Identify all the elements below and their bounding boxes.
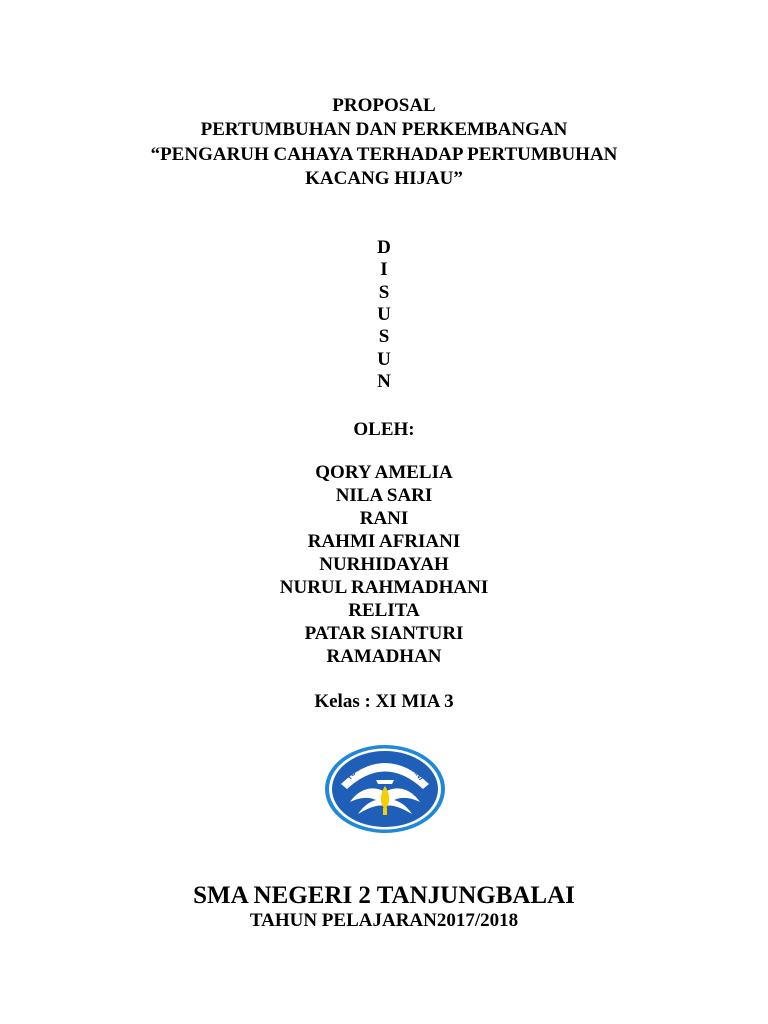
proposal-title-line-2: KACANG HIJAU”: [305, 168, 463, 189]
author-name: NILA SARI: [335, 485, 433, 506]
author-name: PATAR SIANTURI: [304, 623, 464, 644]
author-name: RAHMI AFRIANI: [307, 531, 461, 552]
author-name: QORY AMELIA: [315, 462, 453, 483]
academic-year: TAHUN PELAJARAN2017/2018: [249, 910, 519, 931]
svg-text:TUT WURI HANDAYANI: TUT WURI HANDAYANI: [344, 754, 426, 782]
proposal-title-line-1: “PENGARUH CAHAYA TERHADAP PERTUMBUHAN: [150, 144, 618, 165]
school-name: SMA NEGERI 2 TANJUNGBALAI: [193, 882, 575, 909]
disusun-letter: S: [378, 326, 390, 347]
proposal-label: PROPOSAL: [332, 95, 436, 116]
disusun-letter: I: [380, 259, 388, 280]
disusun-letter: U: [377, 349, 391, 370]
author-name: RAMADHAN: [326, 646, 442, 667]
author-name: NURHIDAYAH: [319, 554, 449, 575]
tut-wuri-handayani-logo: [324, 744, 446, 834]
author-name: NURUL RAHMADHANI: [279, 577, 489, 598]
disusun-letter: D: [377, 237, 391, 258]
proposal-subject: PERTUMBUHAN DAN PERKEMBANGAN: [200, 119, 568, 140]
disusun-letter: U: [377, 304, 391, 325]
author-name: RANI: [359, 508, 409, 529]
oleh-label: OLEH:: [353, 419, 415, 440]
disusun-letter: S: [378, 282, 390, 303]
author-name: RELITA: [348, 600, 420, 621]
disusun-letter: N: [377, 371, 391, 392]
class-label: Kelas : XI MIA 3: [314, 691, 454, 712]
